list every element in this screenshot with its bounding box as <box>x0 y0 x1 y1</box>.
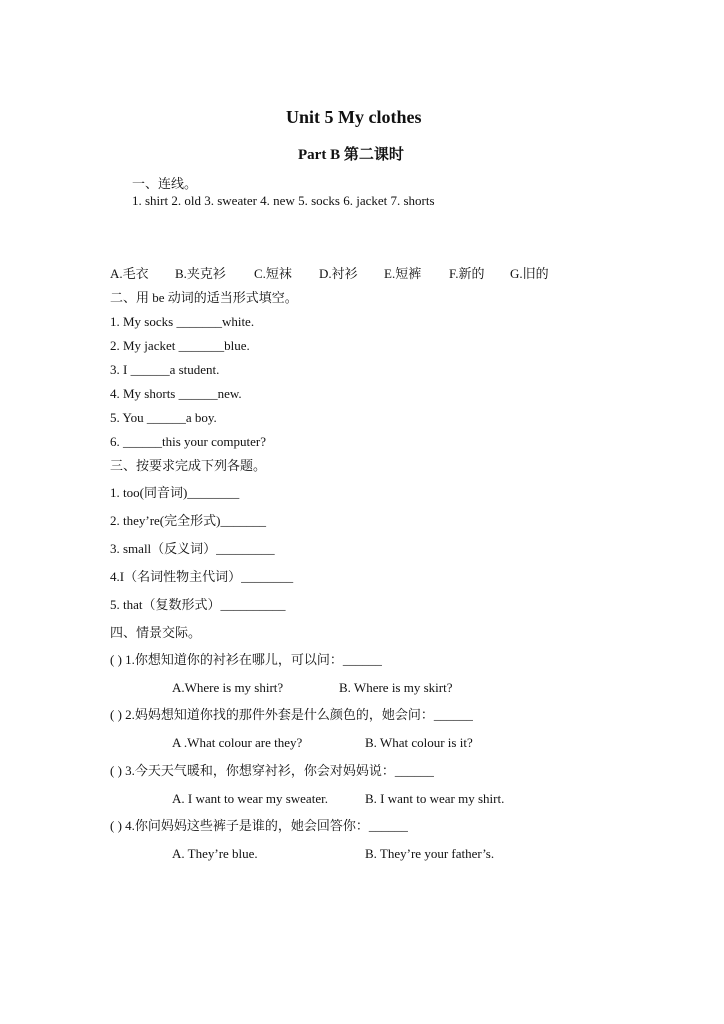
question-option-b: B. They’re your father’s. <box>365 846 495 861</box>
question-stem: ( ) 4.你问妈妈这些裤子是谁的，她会回答你：______ <box>110 818 408 833</box>
section3-item: 5. that（复数形式）__________ <box>110 597 286 612</box>
section2-item: 1. My socks _______white. <box>110 314 255 329</box>
section2-item: 3. I ______a student. <box>110 362 220 377</box>
section3-item: 4.I（名词性物主代词）________ <box>110 569 294 584</box>
question-option-a: A.Where is my shirt? <box>172 680 284 695</box>
section3-heading: 三、按要求完成下列各题。 <box>110 458 267 473</box>
question-option-a: A. I want to wear my sweater. <box>172 791 328 806</box>
section2-item: 5. You ______a boy. <box>110 410 217 425</box>
section3-item: 3. small（反义词）_________ <box>110 541 275 556</box>
section3-item: 2. they’re(完全形式)_______ <box>110 513 266 528</box>
question-option-b: B. I want to wear my shirt. <box>365 791 505 806</box>
section2-heading: 二、用 be 动词的适当形式填空。 <box>110 290 298 305</box>
section1-words: 1. shirt 2. old 3. sweater 4. new 5. socks 6. jacket 7. shorts <box>132 193 435 208</box>
section4-heading: 四、情景交际。 <box>110 625 202 640</box>
question-stem: ( ) 1.你想知道你的衬衫在哪儿，可以问：______ <box>110 652 382 667</box>
section3-item: 1. too(同音词)________ <box>110 485 240 500</box>
question-option-b: B. What colour is it? <box>365 735 473 750</box>
section1-option: D.衬衫 <box>319 266 358 281</box>
page-title: Unit 5 My clothes <box>286 107 422 127</box>
section1-option: G.旧的 <box>510 266 549 281</box>
question-stem: ( ) 2.妈妈想知道你找的那件外套是什么颜色的，她会问：______ <box>110 707 473 722</box>
question-option-b: B. Where is my skirt? <box>339 680 453 695</box>
section1-option: A.毛衣 <box>110 266 149 281</box>
section1-option: B.夹克衫 <box>175 266 226 281</box>
section2-item: 6. ______this your computer? <box>110 434 266 449</box>
question-option-a: A. They’re blue. <box>172 846 258 861</box>
page-subtitle: Part B 第二课时 <box>298 147 404 163</box>
section1-option: C.短袜 <box>254 266 292 281</box>
section1-option: F.新的 <box>449 266 485 281</box>
section1-heading: 一、连线。 <box>132 176 198 191</box>
question-option-a: A .What colour are they? <box>172 735 303 750</box>
section2-item: 2. My jacket _______blue. <box>110 338 250 353</box>
section2-item: 4. My shorts ______new. <box>110 386 242 401</box>
question-stem: ( ) 3.今天天气暖和，你想穿衬衫，你会对妈妈说：______ <box>110 763 434 778</box>
section1-option: E.短裤 <box>384 266 422 281</box>
